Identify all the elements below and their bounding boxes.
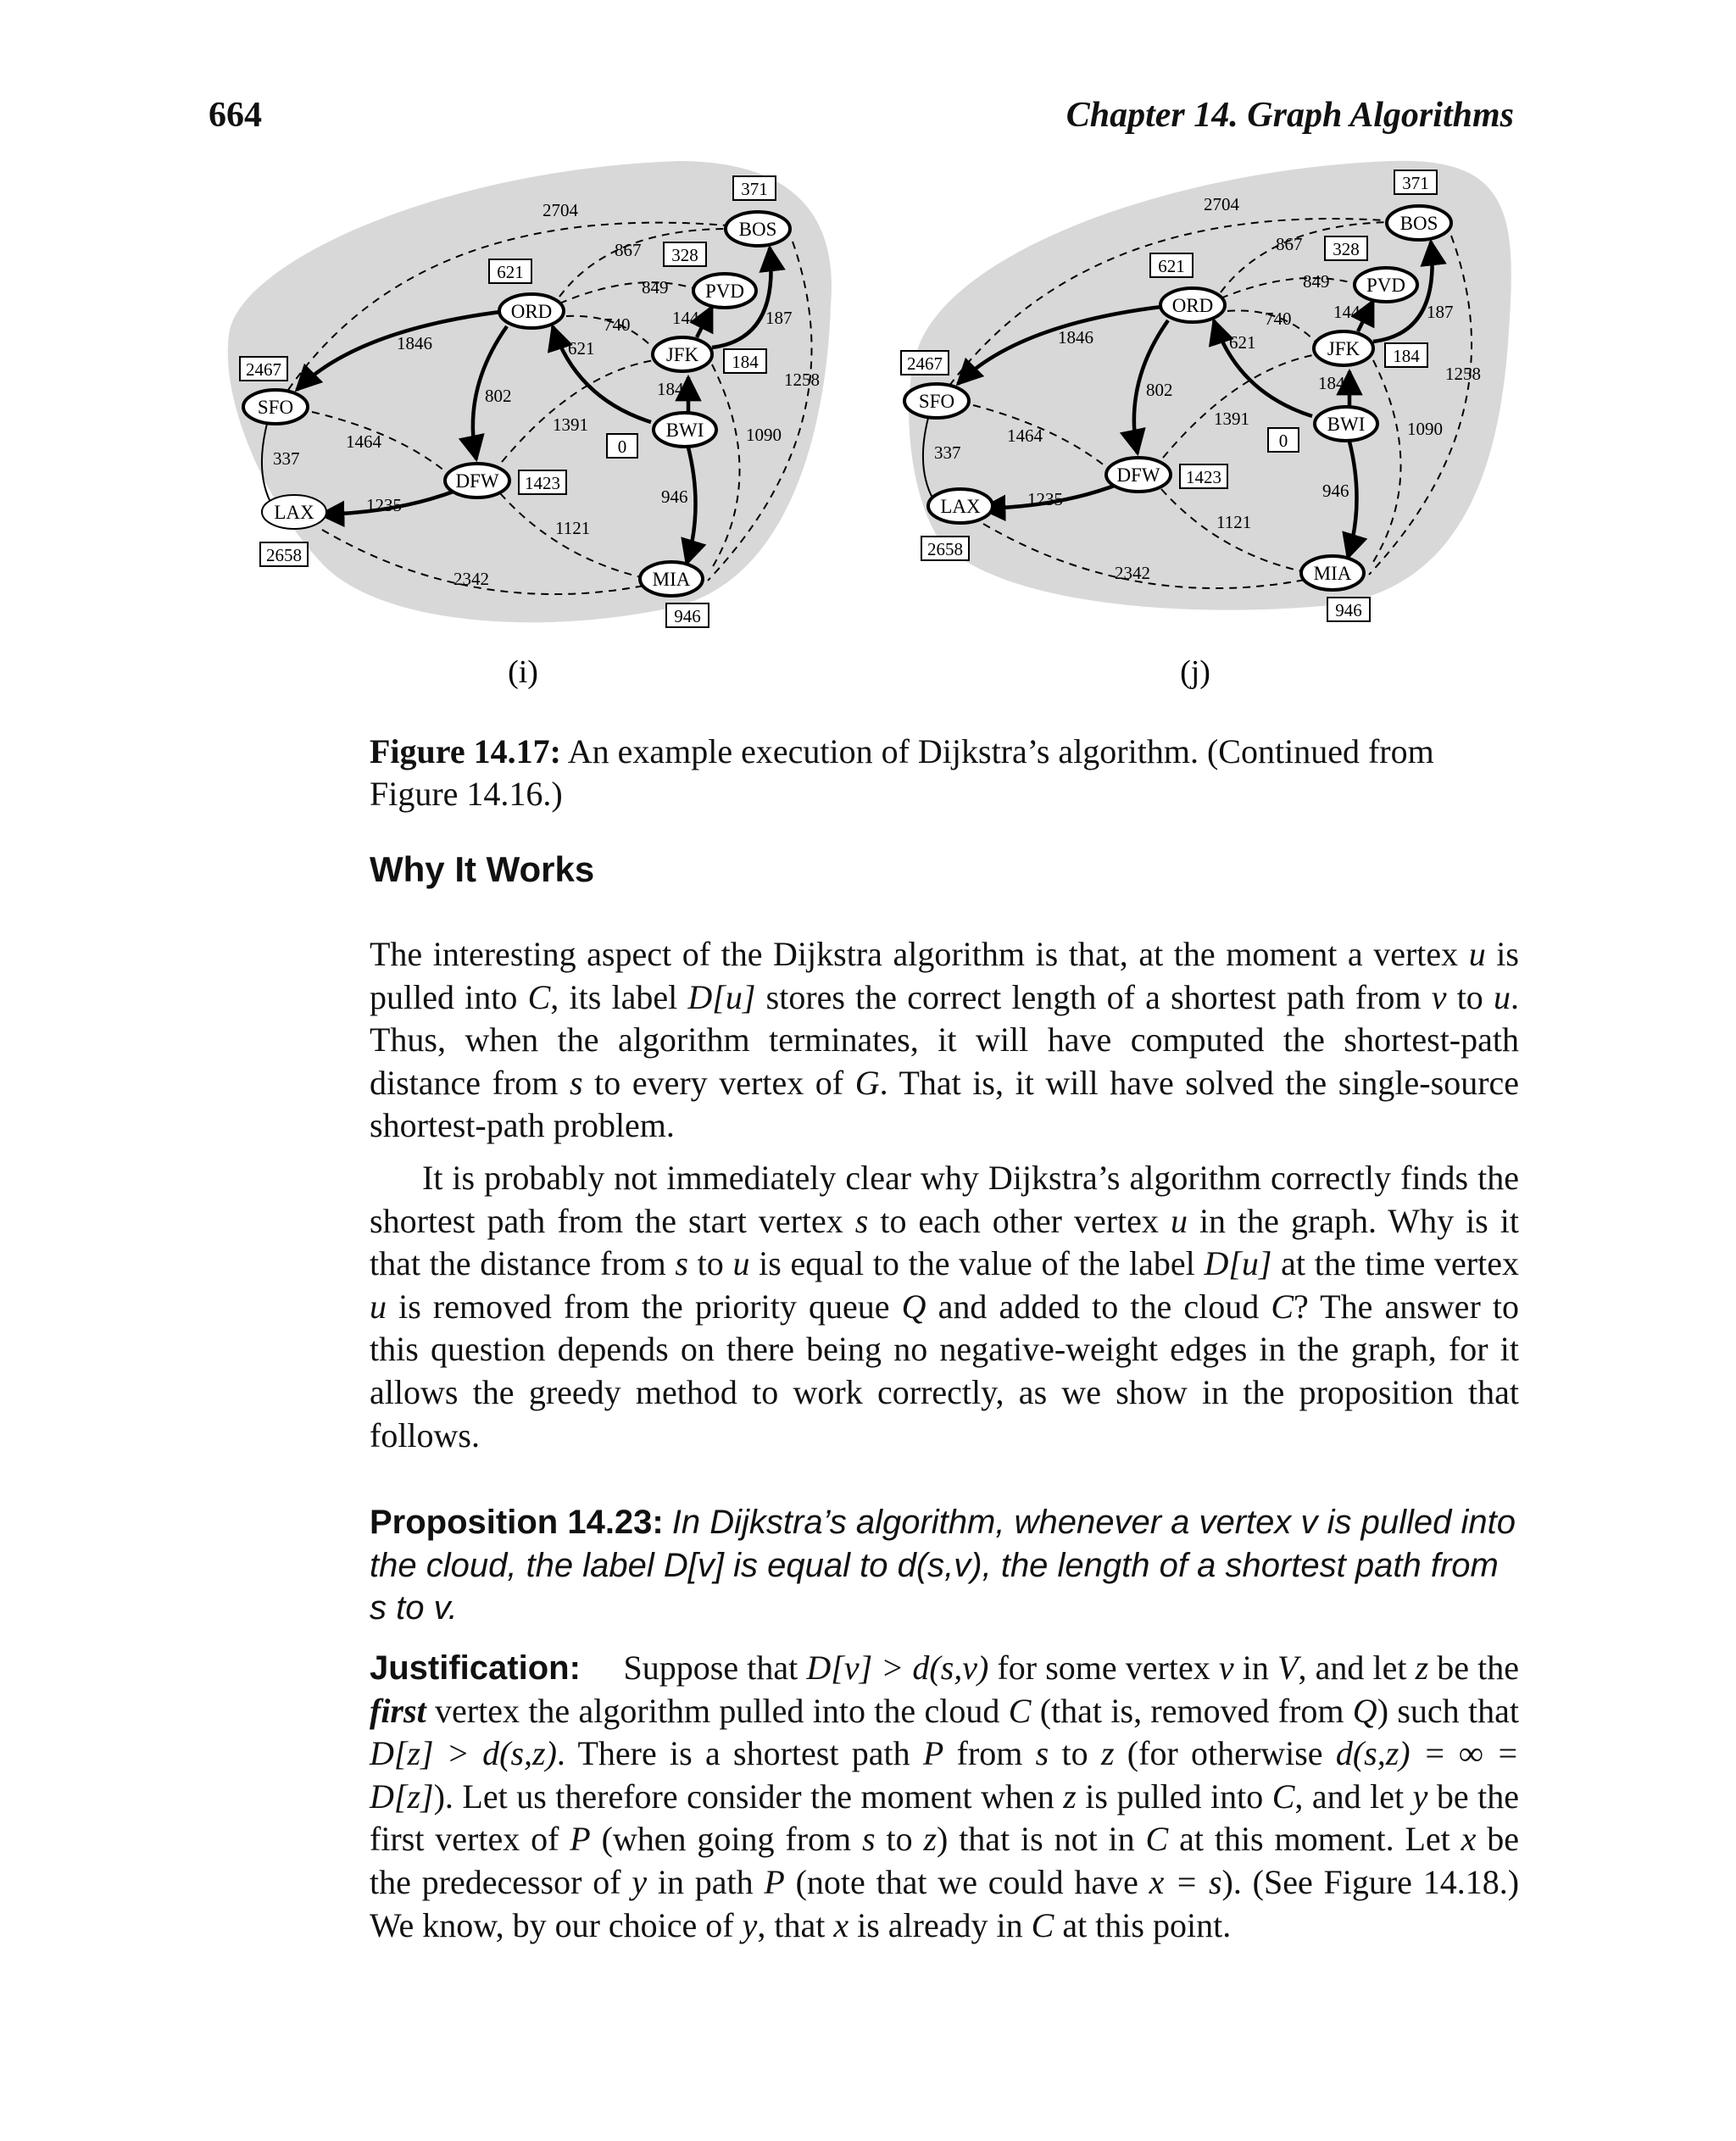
dist-label: 0 [1278,431,1288,451]
vertex-label: DFW [455,470,499,492]
dist-label: 371 [741,179,768,199]
vertex-label: BOS [738,219,777,240]
weight-label: 187 [1427,302,1454,322]
weight-label: 621 [1229,332,1256,353]
weight-label: 867 [615,240,642,260]
dist-label: 2467 [246,359,281,380]
panel-i [228,161,832,690]
weight-label: 2342 [1115,563,1150,583]
dist-label: 946 [1335,600,1362,620]
vertex-label: ORD [1171,295,1214,316]
vertex-label: PVD [1366,275,1406,296]
figure-caption [370,731,1519,815]
weight-label: 1846 [1058,327,1093,348]
weight-label: 1090 [746,425,782,445]
weight-label: 1258 [784,370,820,390]
dijkstra-figure [203,157,1543,708]
dist-label: 1423 [525,473,560,493]
dist-label: 328 [671,245,698,265]
weight-label: 187 [765,308,793,328]
weight-label: 946 [661,487,688,507]
vertex-label: ORD [510,301,553,322]
justification-label: Justification: [370,1649,581,1687]
weight-label: 1235 [366,495,402,515]
dist-label: 0 [617,437,627,457]
weight-label: 1121 [1216,512,1252,532]
paragraph-2: It is probably not immediately clear why Dijkstra’s algorithm correctly finds the shortest path from the start vertex s to each other vertex u in the graph. Why is it that the distance from s to u is equal to the value of the label D[u] at the time vertex u is removed from the priority queue Q and added to the cloud C? The answer to this question depends on there being no negative-weight edges in the graph, for it allows the greedy method to work correctly, as we show in the proposition that follows. [370,1159,1519,1454]
vertex-label: SFO [918,391,955,412]
weight-label: 1464 [346,431,381,452]
dist-label: 621 [1158,256,1185,276]
weight-label: 1391 [553,414,588,435]
panel-label: (i) [508,654,538,690]
weight-label: 802 [1146,380,1173,400]
weight-label: 1121 [555,518,591,538]
weight-label: 1391 [1214,409,1249,429]
weight-label: 740 [1265,309,1292,329]
weight-label: 1235 [1027,489,1063,509]
chapter-title: Chapter 14. Graph Algorithms [1066,96,1514,135]
panel-j [901,161,1511,690]
weight-label: 184 [1318,373,1345,393]
weight-label: 1258 [1445,364,1481,384]
dist-label: 2658 [927,539,963,559]
vertex-label: LAX [940,496,981,517]
panel-label: (j) [1180,654,1210,690]
dist-label: 621 [497,262,524,282]
weight-label: 2704 [1204,194,1239,214]
weight-label: 946 [1322,481,1349,501]
weight-label: 2342 [453,569,489,589]
dist-label: 184 [1393,346,1420,366]
weight-label: 849 [642,277,669,298]
weight-label: 621 [568,338,595,359]
section-title: Why It Works [370,849,595,889]
vertex-label: SFO [257,397,294,418]
dist-label: 371 [1402,173,1429,193]
weight-label: 740 [604,314,631,335]
weight-label: 802 [485,386,512,406]
proposition [370,1501,1519,1630]
caption-text: An example execution of Dijkstra’s algorithm. (Continued from Figure 14.16.) [370,732,1434,813]
dist-label: 946 [674,606,701,626]
weight-label: 144 [672,308,699,328]
weight-label: 867 [1276,234,1303,254]
proposition-text: In Dijkstra’s algorithm, whenever a vertex v is pulled into the cloud, the label D[v] is equal to d(s,v), the length of a shortest path from s to v. [370,1504,1516,1627]
vertex-label: DFW [1116,464,1160,486]
vertex-label: BOS [1399,213,1438,234]
weight-label: 1464 [1007,425,1043,446]
caption-label: Figure 14.17: [370,732,561,770]
vertex-label: PVD [704,281,745,302]
dist-label: 2467 [907,353,943,374]
paragraph-1: The interesting aspect of the Dijkstra algorithm is that, at the moment a vertex u is pulled into C, its label D[u] stores the correct length of a shortest path from v to u. Thus, when the algorithm terminates, it will have computed the shortest-path distance from s to every vertex of G. That is, it will have solved the single-source shortest-path problem. [370,935,1520,1145]
proposition-label: Proposition 14.23: [370,1504,664,1541]
vertex-label: JFK [665,344,699,365]
weight-label: 337 [273,448,300,469]
vertex-label: LAX [274,502,314,523]
weight-label: 337 [934,442,961,463]
dist-label: 1423 [1186,467,1221,487]
vertex-label: JFK [1327,338,1360,359]
weight-label: 144 [1333,302,1360,322]
weight-label: 2704 [542,200,578,220]
weight-label: 184 [657,379,684,399]
weight-label: 1846 [397,333,432,353]
vertex-label: BWI [665,420,704,441]
vertex-label: MIA [652,569,691,590]
vertex-label: BWI [1327,414,1366,435]
vertex-label: MIA [1313,563,1352,584]
weight-label: 1090 [1407,419,1443,439]
justification: Justification: Suppose that D[v] > d(s,v) for some vertex v in V, and let z be the first vertex the algorithm pulled into the cloud C (that is, removed from Q) such that D[z] > d(s,z). There is a shortest path P from s to z (for otherwise d(s,z) = ∞ = D[z]). Let us therefore consider the moment when z is pulled into C, and let y be the first vertex of P (when going from s to z) that is not in C at this moment. Let x be the predecessor of y in path P (note that we could have x = s). (See Figure 14.18.) We know, by our choice of y, that x is already in C at this point. [370,1649,1520,1944]
dist-label: 2658 [266,545,302,565]
dist-label: 184 [732,352,759,372]
weight-label: 849 [1303,271,1330,292]
page-number: 664 [209,96,262,135]
dist-label: 328 [1333,239,1360,259]
